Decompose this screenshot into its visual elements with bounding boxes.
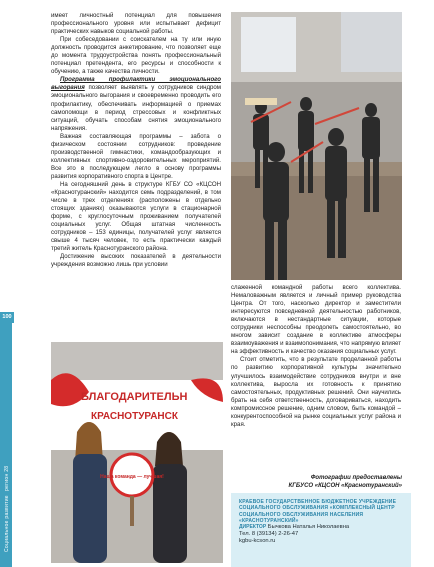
credit-line-1: Фотографии предоставлены xyxy=(310,475,402,481)
left-text-column xyxy=(51,12,221,270)
credit-line-2: КГБУСО «КЦСОН «Краснотуранский» xyxy=(288,482,402,489)
paragraph: На сегодняшний день в структуре КГБУ СО «КЦСОН «Краснотуранский» находится семь подразделений, в том числе в трех отделениях (расположены в отдельно стоящих зданиях) оказываются услуги в стационарной форме, с круглосуточным проживанием получателей социальных услуг. Общая штатная численность сотрудников – 153 единицы, получателей услуг является свыше 4 тысяч человек, то есть практически каждый третий житель Краснотуранского района. xyxy=(51,180,221,253)
paragraph: При собеседовании с соискателем на ту или иную должность проводится анкетирование, что позволяет еще до момента трудоустройства понять профессиональный потенциал претендента, его ресурсы и способности к обучению, а также качества личности. xyxy=(51,36,221,76)
banner-text-2: КРАСНОТУРАНСК xyxy=(91,411,178,422)
photo-credit xyxy=(231,475,402,490)
director-label: ДИРЕКТОР xyxy=(239,524,267,531)
paragraph: слаженной командной работы всего коллектива. Немаловажным является и личный пример руководства Центра. От того, насколько директор и заместители интересуются повседневной деятельностью работников, включаются в нестандартные ситуации, которые сотрудники неспособны преодолеть самостоятельно, во многом зависит создание в коллективе атмосферы взаимоуважения и взаимопонимания, что напрямую влияет на эффективность и качество оказания социальных услуг. xyxy=(231,284,401,356)
spine-label xyxy=(2,342,12,552)
organization-info-box xyxy=(231,493,411,567)
paragraph: Важная составляющая программы – забота о физическом состоянии сотрудников: проведение производственной гимнастики, командообразующих и коллективных спортивно-оздоровительных мероприятий. Все это в последующем легло в основу программы развития корпоративного спорта в Центре. xyxy=(51,132,221,180)
spine-region: регион 28 xyxy=(4,465,10,492)
exercise-class-photo xyxy=(231,12,402,280)
spine-section: Социальное развитие xyxy=(4,495,10,552)
exercise-photo-illustration xyxy=(231,12,402,280)
sign-text: Наша команда — лучшая! xyxy=(100,474,164,480)
right-text-column xyxy=(231,284,401,429)
staff-photo xyxy=(51,342,223,563)
program-title: Программа профилактики эмоционального выгорания xyxy=(51,76,221,92)
director-name: Бычкова Наталья Николаевна xyxy=(267,524,350,531)
paragraph-program xyxy=(51,76,221,132)
website-link[interactable]: kgbu-kcson.ru xyxy=(239,538,276,545)
page-number: 100 xyxy=(0,312,14,323)
paragraph: Достижение высоких показателей в деятельности учреждения возможно лишь при условии xyxy=(51,253,221,269)
phone-line: Тел. 8 (39134) 2-26-47 xyxy=(239,531,299,538)
director-line xyxy=(239,524,403,531)
banner-text: БЛАГОДАРИТЕЛЬН xyxy=(81,391,188,403)
staff-photo-illustration xyxy=(51,342,223,563)
program-text: позволяет выявлять у сотрудников синдром эмоционального выгорания и своевременно проводить его профилактику, обеспечивать информацией о приемах самопомощи в период стрессовых и конфликтных ситуаций, обучать способам снятия эмоционального напряжения. xyxy=(51,84,221,132)
organization-name: КРАЕВОЕ ГОСУДАРСТВЕННОЕ БЮДЖЕТНОЕ УЧРЕЖДЕНИЕ СОЦИАЛЬНОГО ОБСЛУЖИВАНИЯ «КОМПЛЕКСНЫЙ ЦЕНТР СОЦИАЛЬНОГО ОБСЛУЖИВАНИЯ НАСЕЛЕНИЯ «КРАСНОТУРАНСКИЙ» xyxy=(239,499,397,524)
paragraph: Стоит отметить, что в результате проделанной работы по развитию корпоративной культуры значительно улучшилось взаимодействие сотрудников внутри и вне коллектива, выросла их готовность к принятию самостоятельных, продуктивных решений. Они научились брать на себя ответственность, договариваться, находить компромиссное решение, одним словом, быть командой – конкурентоспособной на рынке социальных услуг района и края. xyxy=(231,356,401,428)
paragraph: имеет личностный потенциал для повышения профессионального уровня или испытывает дефицит практических навыков социальной работы. xyxy=(51,12,221,36)
